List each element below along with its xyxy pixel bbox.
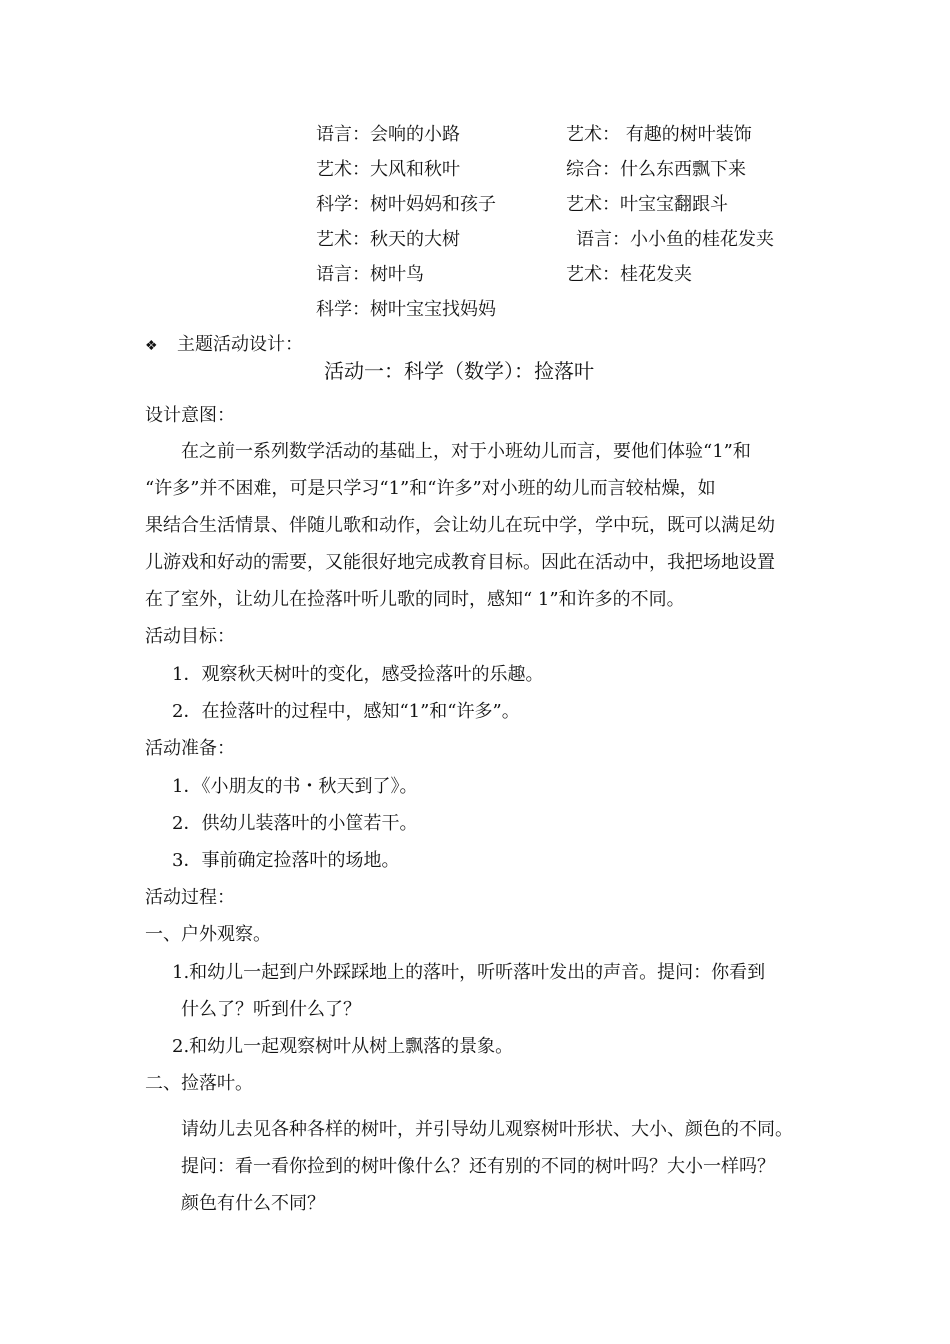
goals-heading: 活动目标： xyxy=(145,626,235,647)
topic-left-3: 科学：树叶妈妈和孩子 xyxy=(316,194,496,215)
goal-item-2: 2．在捡落叶的过程中，感知“1”和“许多”。 xyxy=(172,701,520,722)
process-sec2-line-1: 请幼儿去见各种各样的树叶，并引导幼儿观察树叶形状、大小、颜色的不同。 xyxy=(181,1119,793,1140)
prep-heading: 活动准备： xyxy=(145,738,235,759)
topic-right-4: 语言：小小鱼的桂花发夹 xyxy=(576,229,774,250)
prep-item-2: 2．供幼儿装落叶的小筐若干。 xyxy=(172,813,418,834)
topic-left-2: 艺术：大风和秋叶 xyxy=(316,159,460,180)
topic-right-3: 艺术：叶宝宝翻跟斗 xyxy=(566,194,728,215)
process-section-2: 二、捡落叶。 xyxy=(145,1073,253,1094)
topic-right-5: 艺术：桂花发夹 xyxy=(566,264,692,285)
intent-line-1: 在之前一系列数学活动的基础上，对于小班幼儿而言，要他们体验“1”和 xyxy=(181,441,751,462)
process-sec2-line-3: 颜色有什么不同？ xyxy=(181,1193,325,1214)
intent-heading: 设计意图： xyxy=(145,405,235,426)
intent-line-2: “许多”并不困难，可是只学习“1”和“许多”对小班的幼儿而言较枯燥，如 xyxy=(145,478,716,499)
topic-right-1: 艺术： 有趣的树叶装饰 xyxy=(566,124,752,145)
intent-line-4: 儿游戏和好动的需要，又能很好地完成教育目标。因此在活动中，我把场地设置 xyxy=(145,552,775,573)
process-sec1-line-3: 2.和幼儿一起观察树叶从树上飘落的景象。 xyxy=(172,1036,514,1057)
process-sec2-line-2: 提问：看一看你捡到的树叶像什么？还有别的不同的树叶吗？大小一样吗？ xyxy=(181,1156,775,1177)
topic-left-6: 科学：树叶宝宝找妈妈 xyxy=(316,299,496,320)
prep-item-3: 3．事前确定捡落叶的场地。 xyxy=(172,850,400,871)
topic-right-2: 综合：什么东西飘下来 xyxy=(566,159,746,180)
process-heading: 活动过程： xyxy=(145,887,235,908)
process-section-1: 一、户外观察。 xyxy=(145,924,271,945)
diamond-bullet-icon: ❖ xyxy=(145,338,158,354)
topic-left-4: 艺术：秋天的大树 xyxy=(316,229,460,250)
activity-title: 活动一：科学（数学）：捡落叶 xyxy=(324,359,594,383)
goal-item-1: 1．观察秋天树叶的变化，感受捡落叶的乐趣。 xyxy=(172,664,544,685)
intent-line-5: 在了室外，让幼儿在捡落叶听儿歌的同时，感知“ 1”和许多的不同。 xyxy=(145,589,685,610)
prep-item-1: 1．《小朋友的书・秋天到了》。 xyxy=(172,776,418,797)
process-sec1-line-1: 1.和幼儿一起到户外踩踩地上的落叶，听听落叶发出的声音。提问：你看到 xyxy=(172,962,766,983)
design-heading xyxy=(145,333,303,358)
topic-left-5: 语言：树叶鸟 xyxy=(316,264,424,285)
topic-left-1: 语言：会响的小路 xyxy=(316,124,460,145)
design-heading-text: 主题活动设计： xyxy=(177,334,303,355)
intent-line-3: 果结合生活情景、伴随儿歌和动作，会让幼儿在玩中学，学中玩，既可以满足幼 xyxy=(145,515,775,536)
process-sec1-line-2: 什么了？听到什么了？ xyxy=(181,999,361,1020)
